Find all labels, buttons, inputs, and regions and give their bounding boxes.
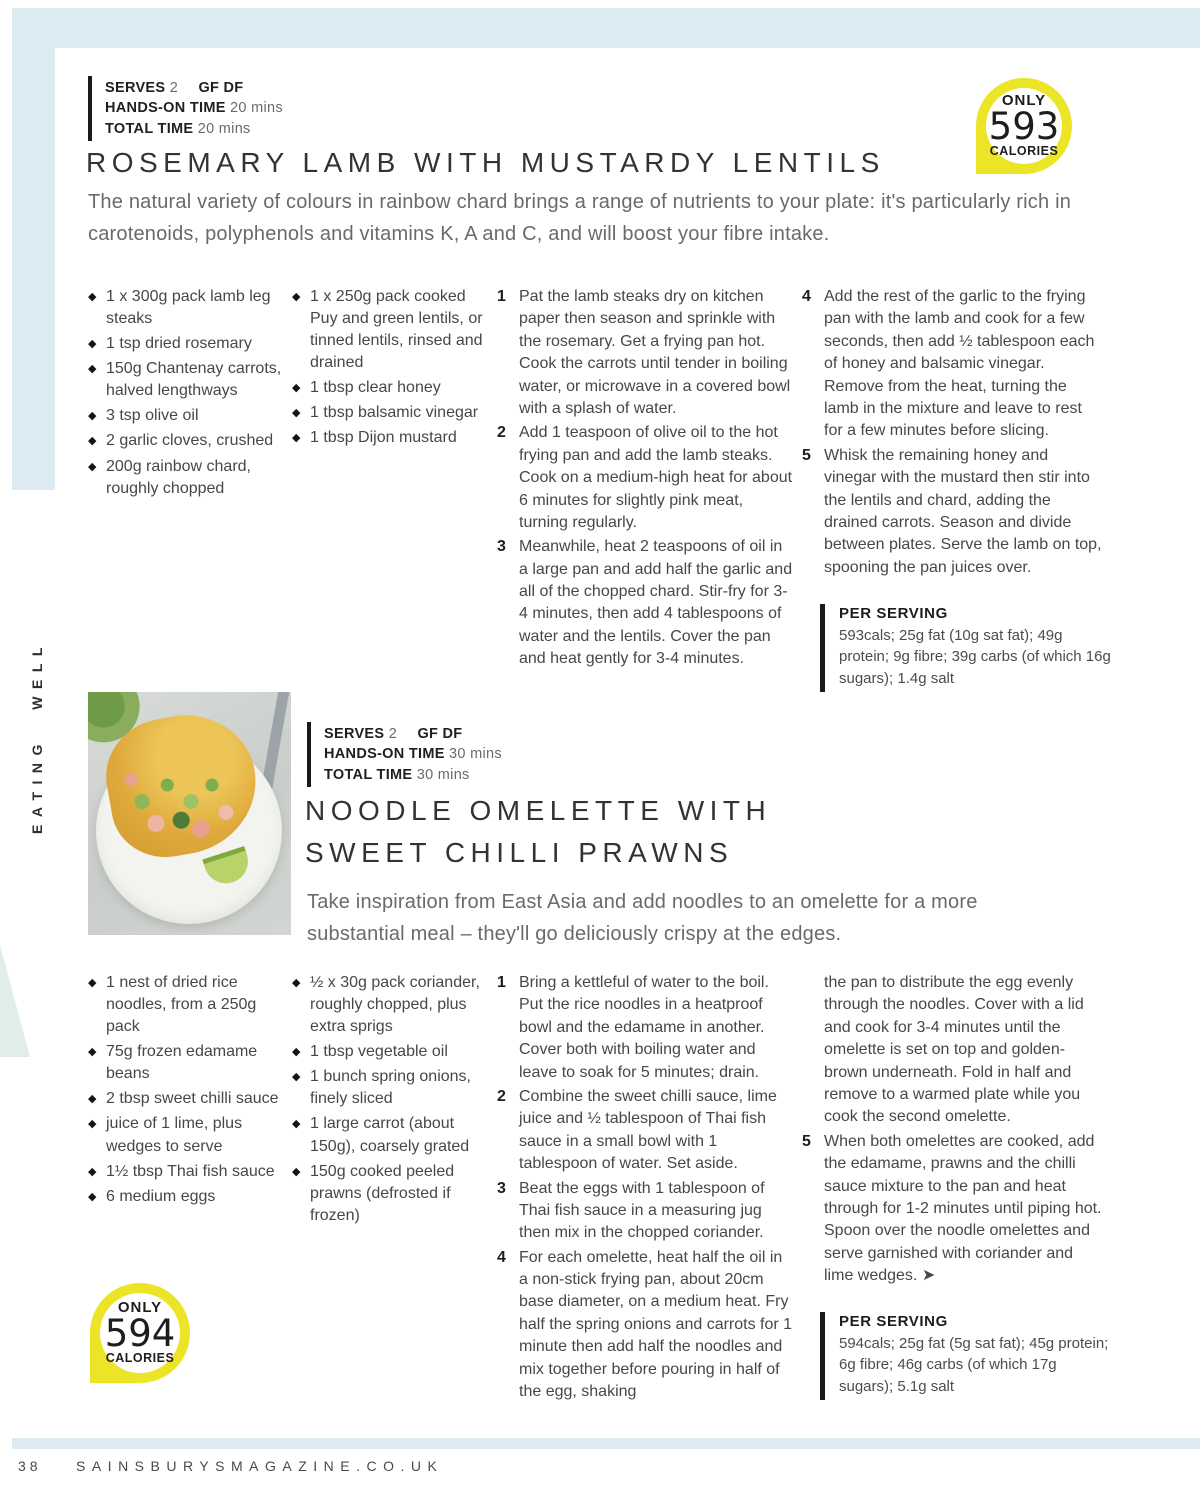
- ingredient-text: 2 garlic cloves, crushed: [106, 432, 274, 450]
- ingredient-text: 1 tsp dried rosemary: [106, 335, 252, 353]
- diamond-bullet-icon: ◆: [88, 1190, 97, 1203]
- diamond-bullet-icon: ◆: [88, 338, 97, 351]
- recipe1-intro: The natural variety of colours in rainbow chard brings a range of nutrients to your plate: it's particularly rich in carotenoids, polyphenols and vitamins K, A and C, and will boost your fibre intake.: [88, 191, 1072, 245]
- diamond-bullet-icon: ◆: [88, 1118, 97, 1131]
- magazine-website: SAINSBURYSMAGAZINE.CO.UK: [76, 1458, 444, 1474]
- diamond-bullet-icon: ◆: [292, 407, 301, 420]
- serves-label: SERVES: [105, 80, 166, 96]
- step-number: 5: [802, 1132, 811, 1150]
- handson-label: HANDS-ON TIME: [105, 100, 226, 117]
- diamond-bullet-icon: ◆: [292, 1165, 301, 1178]
- ingredient-text: 1 large carrot (about 150g), coarsely grated: [310, 1115, 470, 1155]
- total-value: 30 mins: [416, 766, 470, 783]
- step-number: 4: [497, 1248, 506, 1266]
- diamond-bullet-icon: ◆: [88, 460, 97, 473]
- badge-calories-text: CALORIES: [989, 144, 1059, 159]
- method-step: [497, 286, 793, 420]
- ingredient-item: [292, 1161, 497, 1227]
- ingredient-item: [88, 1161, 288, 1183]
- calorie-badge-inner: [100, 1293, 180, 1373]
- method-step: [802, 445, 1104, 579]
- total-label: TOTAL TIME: [324, 766, 413, 783]
- diamond-bullet-icon: ◆: [88, 291, 97, 303]
- step-text: the pan to distribute the egg evenly through the noodles. Cover with a lid and cook for 3-4 minutes until the omelette is set on top and golden-brown underneath. Fold in half and remove to a warmed plate while you cook the second omelette.: [824, 974, 1084, 1126]
- recipe1-title: ROSEMARY LAMB WITH MUSTARDY LENTILS: [86, 147, 885, 178]
- badge-calories-text: CALORIES: [105, 1351, 175, 1366]
- ingredient-item: [88, 286, 288, 330]
- diamond-bullet-icon: ◆: [292, 382, 301, 395]
- step-number: 1: [497, 288, 506, 305]
- meta-total-line: [324, 765, 502, 785]
- ingredient-text: 200g rainbow chard, roughly chopped: [106, 457, 251, 497]
- ingredient-text: 150g cooked peeled prawns (defrosted if frozen): [310, 1162, 455, 1224]
- section-label: EATING WELL: [29, 640, 45, 834]
- method-step: [497, 536, 793, 670]
- diet-flags: GF DF: [417, 726, 463, 742]
- handson-label: HANDS-ON TIME: [324, 746, 445, 763]
- diamond-bullet-icon: ◆: [88, 1093, 97, 1106]
- ingredient-text: 1 nest of dried rice noodles, from a 250g pack: [106, 974, 257, 1036]
- ingredient-item: [292, 402, 492, 424]
- recipe2-per-serving: [820, 1312, 1111, 1400]
- method-step: [802, 286, 1104, 443]
- ingredient-text: 1 tbsp vegetable oil: [310, 1043, 448, 1061]
- recipe-photo: [88, 692, 291, 935]
- step-text: Add the rest of the garlic to the frying pan with the lamb and cook for a few seconds, then add ½ tablespoon each of honey and balsamic vinegar. Remove from the heat, turning the lamb in the mixture and leave to rest for a few minutes before slicing.: [824, 288, 1095, 440]
- recipe1-meta: [88, 76, 283, 141]
- ingredient-item: [292, 286, 492, 374]
- diamond-bullet-icon: ◆: [88, 1165, 97, 1178]
- calorie-badge-inner: [986, 88, 1063, 165]
- step-text: Whisk the remaining honey and vinegar with the mustard then stir into the lentils and chard, adding the drained carrots. Season and divide between plates. Serve the lamb on top, spooning the pan juices over.: [824, 446, 1102, 576]
- frame-top-band: [12, 8, 1200, 48]
- recipe2-ingredients-col2: [292, 972, 497, 1230]
- method-step: [802, 1131, 1104, 1288]
- step-text: Bring a kettleful of water to the boil. Put the rice noodles in a heatproof bowl and the edamame in another. Cover both with boiling water and leave to soak for 5 minutes; drain.: [519, 974, 769, 1081]
- step-text: When both omelettes are cooked, add the edamame, prawns and the chilli sauce mixture to the pan and heat through for 1-2 minutes until piping hot. Spoon over the noodle omelettes and serve garnished with coriander and lime wedges. ➤: [824, 1132, 1102, 1285]
- handson-value: 20 mins: [230, 100, 283, 117]
- recipe1-method-col2: [802, 286, 1104, 581]
- handson-value: 30 mins: [449, 746, 502, 763]
- ingredient-text: 2 tbsp sweet chilli sauce: [106, 1090, 279, 1108]
- step-number: 5: [802, 446, 811, 464]
- ingredient-item: [88, 333, 288, 355]
- step-text: For each omelette, heat half the oil in a non-stick frying pan, about 20cm base diameter, on a medium heat. Fry half the spring onions and carrots for 1 minute then add half the noodles and mix together before pouring in half of the egg, shaking: [519, 1248, 793, 1401]
- diamond-bullet-icon: ◆: [292, 977, 301, 989]
- recipe2-title: NOODLE OMELETTE WITH SWEET CHILLI PRAWNS: [305, 795, 772, 868]
- meta-serves-line: [105, 78, 283, 98]
- ingredient-text: juice of 1 lime, plus wedges to serve: [106, 1115, 243, 1155]
- step-number: 1: [497, 974, 506, 991]
- step-number: 2: [497, 1087, 506, 1105]
- step-text: Meanwhile, heat 2 teaspoons of oil in a large pan and add half the garlic and all of the chopped chard. Stir-fry for 3-4 minutes, then add 4 tablespoons of water and the lentils. Cover the pan and heat gently for 3-4 minutes.: [519, 538, 793, 668]
- badge-only-text: ONLY: [117, 1298, 163, 1316]
- recipe2-intro: Take inspiration from East Asia and add noodles to an omelette for a more substantial meal – they'll go deliciously crispy at the edges.: [307, 891, 978, 945]
- ingredient-text: 1 x 250g pack cooked Puy and green lentils, or tinned lentils, rinsed and drained: [310, 288, 483, 372]
- per-serving-label: PER SERVING: [839, 1313, 948, 1330]
- ingredient-text: 1 tbsp Dijon mustard: [310, 429, 457, 447]
- badge-calorie-value: 594: [104, 1311, 176, 1355]
- calorie-badge: [976, 78, 1072, 174]
- meta-total-line: [105, 119, 283, 139]
- ingredient-item: [292, 972, 497, 1038]
- ingredient-text: 1 tbsp balsamic vinegar: [310, 404, 479, 422]
- ingredient-item: [88, 456, 288, 500]
- ingredient-text: 1 bunch spring onions, finely sliced: [310, 1068, 471, 1108]
- ingredient-text: 150g Chantenay carrots, halved lengthways: [106, 360, 282, 400]
- diet-flags: GF DF: [198, 80, 244, 96]
- per-serving-label: PER SERVING: [839, 605, 948, 622]
- serves-value: 2: [388, 726, 398, 742]
- prawn-edamame-garnish: [114, 752, 254, 862]
- step-text: Add 1 teaspoon of olive oil to the hot frying pan and add the lamb steaks. Cook on a medium-high heat for about 6 minutes for slightly pink meat, turning regularly.: [519, 424, 793, 531]
- diamond-bullet-icon: ◆: [292, 1118, 301, 1131]
- method-step: [497, 1178, 793, 1245]
- diamond-bullet-icon: ◆: [88, 435, 97, 448]
- recipe1-ingredients-col2: [292, 286, 492, 453]
- method-step: [497, 972, 793, 1084]
- badge-only-text: ONLY: [1001, 91, 1047, 109]
- method-step: [497, 422, 793, 534]
- step-number: 3: [497, 1179, 506, 1197]
- page-number: 38: [18, 1458, 42, 1474]
- method-step: [802, 972, 1104, 1129]
- ingredient-text: 1½ tbsp Thai fish sauce: [106, 1162, 275, 1180]
- serves-label: SERVES: [324, 726, 385, 742]
- recipe1-method-col1: [497, 286, 793, 673]
- recipe1-per-serving: [820, 604, 1111, 692]
- meta-serves-line: [324, 724, 502, 744]
- ingredient-item: [292, 427, 492, 449]
- ingredient-item: [292, 1066, 497, 1110]
- ingredient-item: [88, 358, 288, 402]
- diamond-bullet-icon: ◆: [292, 1071, 301, 1084]
- step-number: 3: [497, 538, 506, 556]
- badge-calorie-value: 593: [988, 104, 1060, 148]
- total-value: 20 mins: [197, 120, 251, 137]
- per-serving-values: 593cals; 25g fat (10g sat fat); 49g protein; 9g fibre; 39g carbs (of which 16g sugars); 1.4g salt: [839, 627, 1111, 687]
- ingredient-item: [88, 1113, 288, 1157]
- method-step: [497, 1247, 793, 1404]
- diamond-bullet-icon: ◆: [88, 977, 97, 989]
- frame-left-band: [12, 8, 55, 490]
- ingredient-item: [292, 1113, 497, 1157]
- ingredient-item: [88, 1088, 288, 1110]
- per-serving-values: 594cals; 25g fat (5g sat fat); 45g protein; 6g fibre; 46g carbs (of which 17g sugars); 5.1g salt: [839, 1335, 1109, 1395]
- step-text: Beat the eggs with 1 tablespoon of Thai fish sauce in a measuring jug then mix in the chopped coriander.: [519, 1179, 765, 1242]
- recipe2-method-col1: [497, 972, 793, 1405]
- diamond-bullet-icon: ◆: [292, 1046, 301, 1059]
- diamond-bullet-icon: ◆: [292, 291, 301, 303]
- step-number: 2: [497, 424, 506, 442]
- meta-handson-line: [105, 98, 283, 118]
- ingredient-text: 75g frozen edamame beans: [106, 1043, 258, 1083]
- ingredient-text: 3 tsp olive oil: [106, 407, 199, 425]
- frame-bottom-band: [12, 1438, 1200, 1449]
- diamond-bullet-icon: ◆: [88, 410, 97, 423]
- ingredient-item: [88, 430, 288, 452]
- recipe2-ingredients-col1: [88, 972, 288, 1211]
- ingredient-item: [292, 1041, 497, 1063]
- total-label: TOTAL TIME: [105, 120, 194, 137]
- ingredient-item: [292, 377, 492, 399]
- ingredient-text: 1 tbsp clear honey: [310, 379, 441, 397]
- method-step: [497, 1086, 793, 1176]
- step-number: 4: [802, 288, 811, 305]
- diamond-bullet-icon: ◆: [88, 363, 97, 376]
- corner-decoration: [0, 945, 30, 1057]
- ingredient-item: [88, 972, 288, 1038]
- step-text: Pat the lamb steaks dry on kitchen paper then season and sprinkle with the rosemary. Get a frying pan hot. Cook the carrots until tender in boiling water, or microwave in a covered bowl with a splash of water.: [519, 288, 791, 417]
- ingredient-text: 6 medium eggs: [106, 1187, 216, 1205]
- meta-handson-line: [324, 744, 502, 764]
- ingredient-text: 1 x 300g pack lamb leg steaks: [106, 288, 271, 328]
- ingredient-item: [88, 1186, 288, 1208]
- ingredient-item: [88, 1041, 288, 1085]
- diamond-bullet-icon: ◆: [292, 432, 301, 445]
- serves-value: 2: [169, 80, 179, 96]
- step-number: [802, 972, 824, 1129]
- ingredient-item: [88, 405, 288, 427]
- calorie-badge: [90, 1283, 190, 1383]
- step-text: Combine the sweet chilli sauce, lime juice and ½ tablespoon of Thai fish sauce in a small bowl with 1 tablespoon of water. Set aside.: [519, 1087, 777, 1173]
- recipe1-ingredients-col1: [88, 286, 288, 503]
- recipe2-method-col2: [802, 972, 1104, 1289]
- recipe2-meta: [307, 722, 502, 787]
- diamond-bullet-icon: ◆: [88, 1046, 97, 1059]
- ingredient-text: ½ x 30g pack coriander, roughly chopped, plus extra sprigs: [310, 974, 480, 1036]
